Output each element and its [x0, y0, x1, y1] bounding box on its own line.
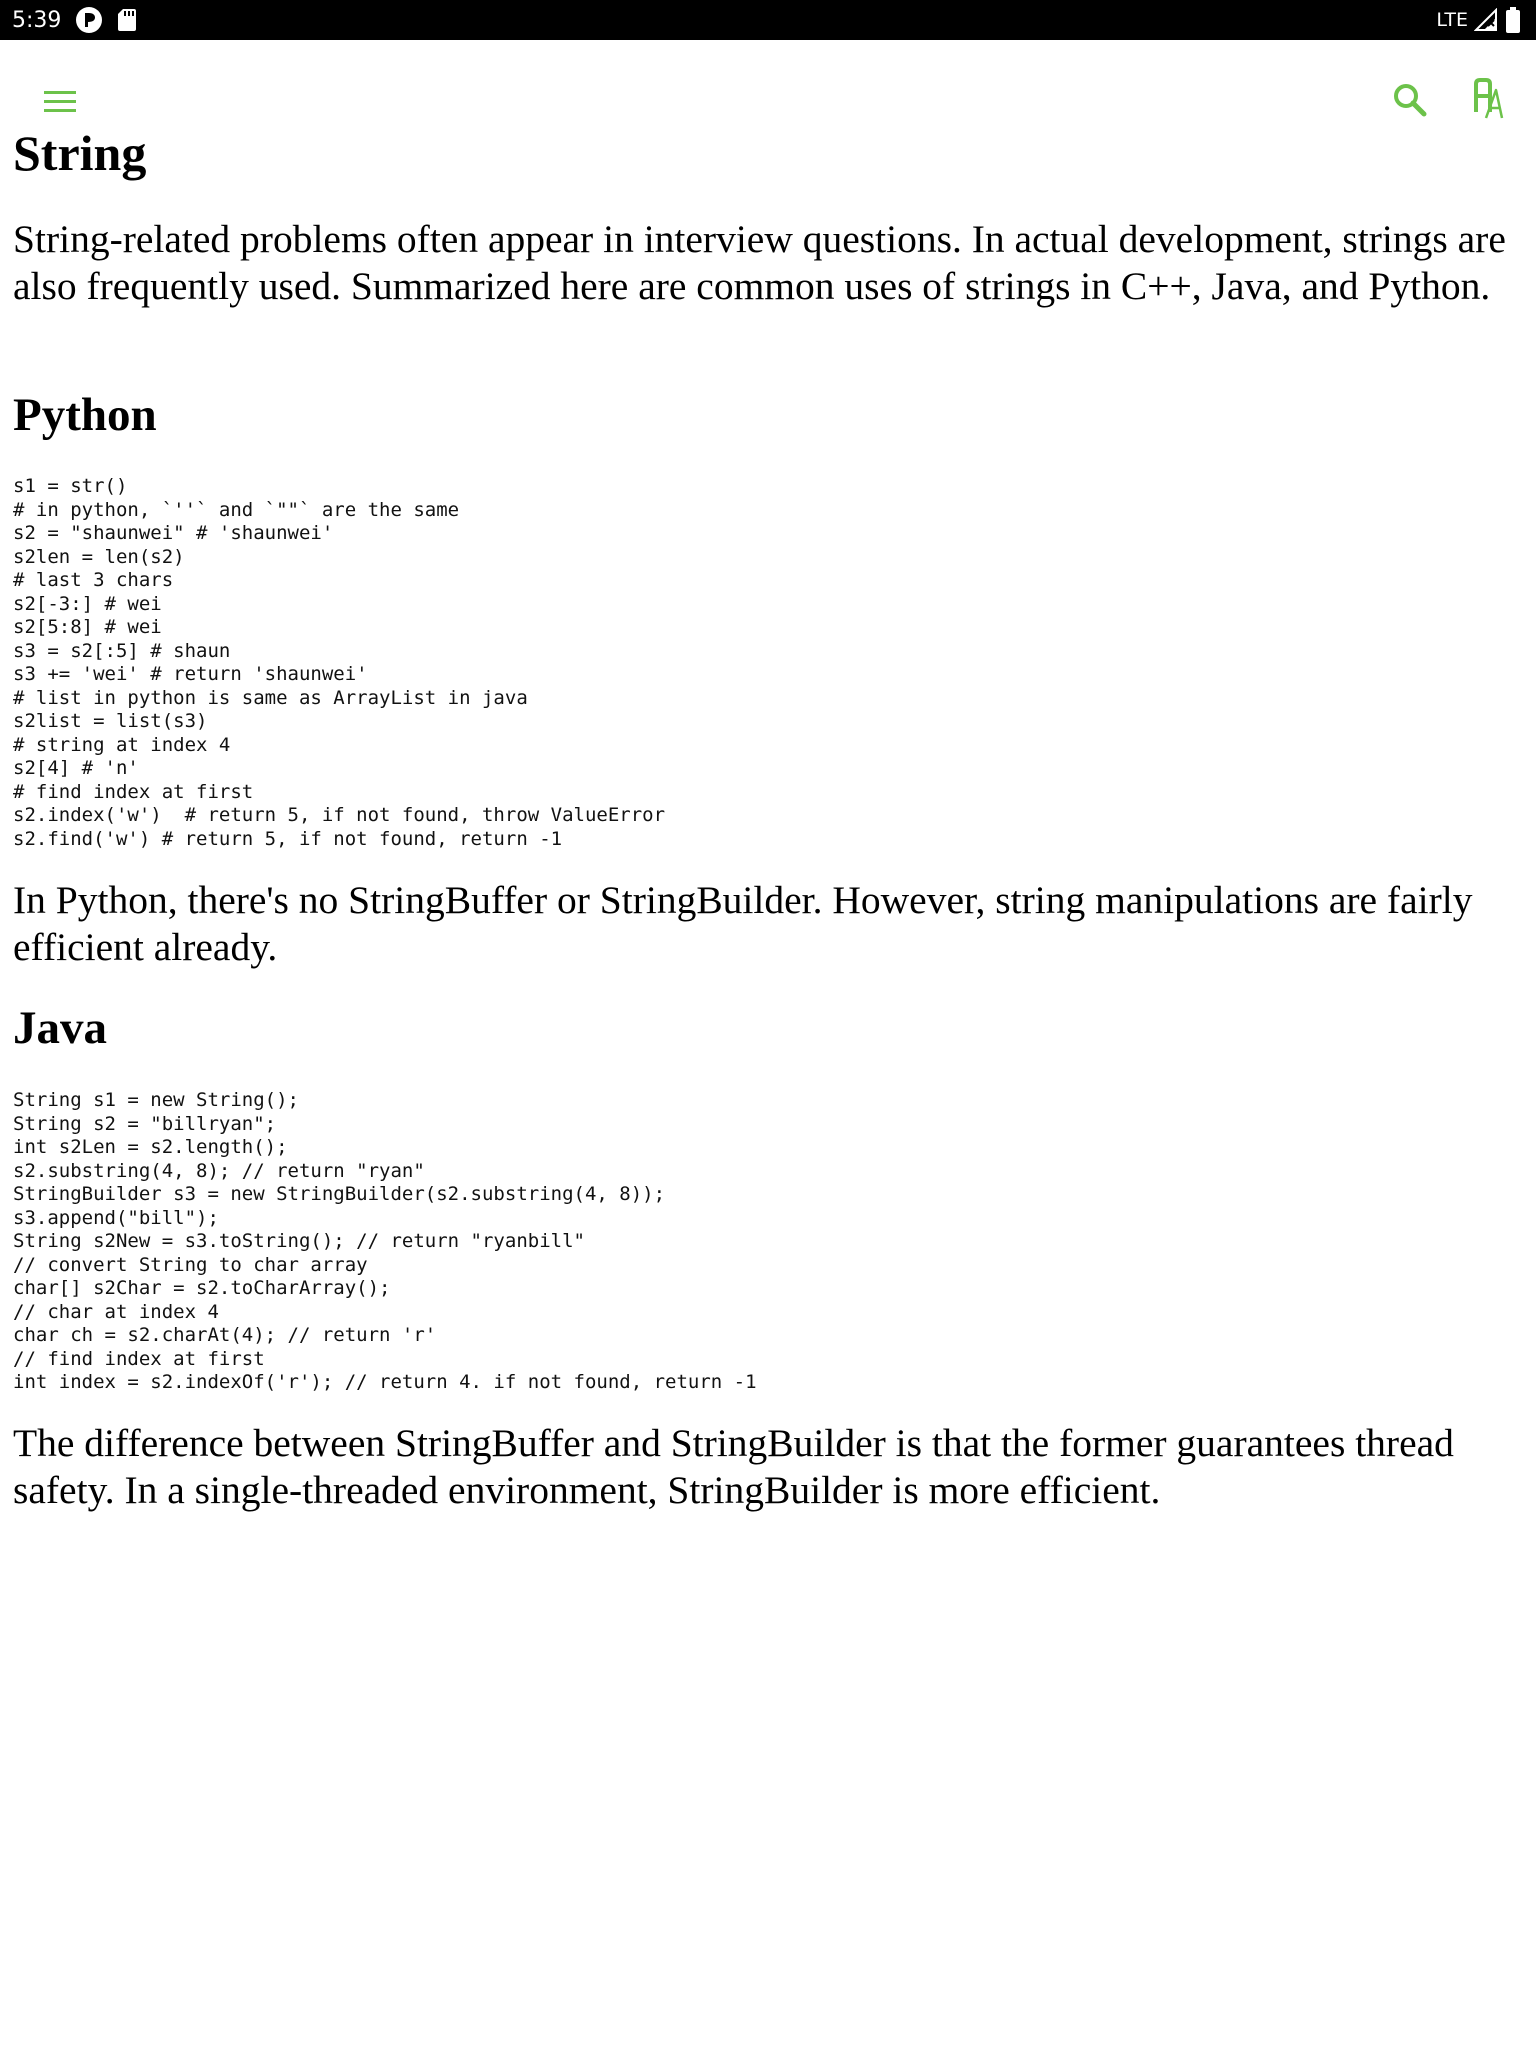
status-bar	[0, 0, 1536, 40]
status-left	[12, 0, 137, 40]
code-line: String s2New = s3.toString(); // return "ryanbill"	[13, 1230, 585, 1252]
font-size-icon	[1452, 70, 1528, 134]
intro-paragraph: String-related problems often appear in interview questions. In actual development, strings are also frequently used. Summarized here are common uses of strings in C++, Java, and Python.	[13, 217, 1506, 308]
code-line: int index = s2.indexOf('r'); // return 4. if not found, return -1	[13, 1371, 757, 1393]
java-note-paragraph: The difference between StringBuffer and StringBuilder is that the former guarantees thread safety. In a single-threaded environment, StringBuilder is more efficient.	[13, 1421, 1454, 1512]
code-line: s2 = "shaunwei" # 'shaunwei'	[13, 522, 334, 544]
status-time: 5:39	[12, 7, 62, 33]
code-line: s2.find('w') # return 5, if not found, return -1	[13, 827, 563, 850]
code-line: s2.substring(4, 8); // return "ryan"	[13, 1159, 425, 1182]
code-line: char[] s2Char = s2.toCharArray();	[13, 1277, 391, 1299]
status-right	[1436, 0, 1520, 40]
hamburger-menu-icon	[36, 78, 84, 126]
code-line: # in python, `''` and `""` are the same	[13, 498, 460, 521]
code-line: s2[5:8] # wei	[13, 616, 162, 638]
menu-button[interactable]	[36, 78, 84, 126]
battery-icon	[1506, 7, 1520, 33]
code-line: // find index at first	[13, 1347, 265, 1370]
sd-card-icon	[117, 8, 137, 32]
page-title: String	[13, 125, 147, 181]
code-line: # string at index 4	[13, 733, 231, 756]
code-line: StringBuilder s3 = new StringBuilder(s2.substring(4, 8));	[13, 1183, 666, 1205]
code-line: char ch = s2.charAt(4); // return 'r'	[13, 1324, 437, 1346]
code-line: // char at index 4	[13, 1300, 219, 1323]
code-line: String s1 = new String();	[13, 1089, 299, 1111]
code-line: # list in python is same as ArrayList in java	[13, 686, 528, 709]
python-note-paragraph: In Python, there's no StringBuffer or StringBuilder. However, string manipulations are fairly efficient already.	[13, 878, 1473, 969]
code-line: s2.index('w') # return 5, if not found, throw ValueError	[13, 804, 666, 826]
python-code-block	[13, 475, 665, 851]
code-line: s2len = len(s2)	[13, 545, 185, 568]
search-button[interactable]	[1386, 76, 1434, 124]
code-line: s3.append("bill");	[13, 1206, 219, 1229]
code-line: s2[4] # 'n'	[13, 757, 139, 779]
network-type-label: LTE	[1436, 9, 1468, 31]
pocket-casts-notification-icon	[75, 6, 103, 34]
code-line: s2[-3:] # wei	[13, 592, 162, 615]
java-heading: Java	[13, 1002, 107, 1054]
code-line: s2list = list(s3)	[13, 710, 208, 732]
code-line: # last 3 chars	[13, 569, 174, 591]
code-line: String s2 = "billryan";	[13, 1112, 277, 1135]
code-line: int s2Len = s2.length();	[13, 1136, 288, 1158]
code-line: s3 += 'wei' # return 'shaunwei'	[13, 663, 368, 685]
search-icon	[1386, 76, 1434, 124]
java-code-block	[13, 1089, 757, 1395]
code-line: # find index at first	[13, 780, 254, 803]
code-line: s3 = s2[:5] # shaun	[13, 639, 231, 662]
python-heading: Python	[13, 389, 157, 441]
signal-strength-icon	[1474, 8, 1500, 32]
font-size-button[interactable]	[1452, 70, 1528, 134]
code-line: s1 = str()	[13, 475, 128, 497]
code-line: // convert String to char array	[13, 1253, 368, 1276]
app-toolbar	[0, 40, 1536, 140]
